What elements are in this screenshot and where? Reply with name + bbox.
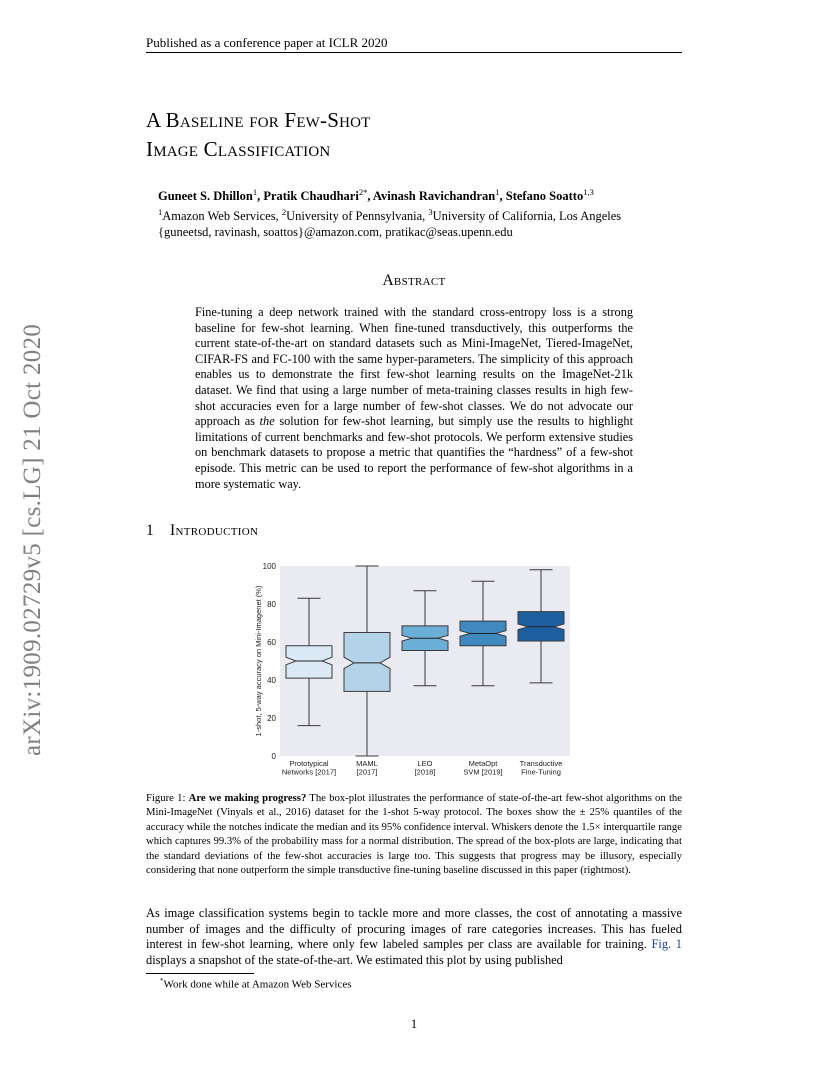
- footnote-rule: [146, 973, 254, 974]
- author-4: Stefano Soatto: [505, 189, 584, 204]
- x-tick-label: Prototypical: [289, 759, 329, 768]
- author-1: Guneet S. Dhillon: [158, 189, 253, 204]
- notched-box: [286, 646, 332, 678]
- aff-3-sup: 3: [428, 207, 433, 218]
- affiliation-1: Amazon Web Services,: [162, 209, 282, 224]
- author-3-sup: 1: [495, 187, 500, 197]
- caption-question: Are we making progress?: [188, 792, 307, 804]
- paper-title: [146, 106, 371, 164]
- page-number: 1: [410, 1017, 418, 1031]
- x-tick-label: MAML: [356, 759, 378, 768]
- author-3: Avinash Ravichandran: [372, 189, 496, 204]
- title-line-2: Image Classification: [146, 137, 331, 161]
- footnote-text: Work done while at Amazon Web Services: [163, 978, 352, 991]
- section-heading: [146, 522, 258, 540]
- y-tick-label: 20: [267, 714, 276, 723]
- footnote: [160, 977, 352, 991]
- intro-paragraph: [146, 906, 682, 968]
- y-tick-label: 100: [262, 562, 276, 571]
- intro-text-1: As image classification systems begin to tackle more and more classes, the cost of annotating a massive number of images and the difficulty of procuring images of rare categories increases. This has fueled interest in few-shot learning, where only few labeled samples per class are available for training.: [146, 906, 682, 952]
- caption-text: The box-plot illustrates the performance of state-of-the-art few-shot algorithms on the Mini-ImageNet (Vinyals et al., 2016) dataset for the 1-shot 5-way protocol. The boxes show the ± 25% quantiles of the accuracy while the notches indicate the median and its 95% confidence interval. Whiskers denote the 1.5× interquartile range which captures 99.3% of the probability mass for a normal distribution. The spread of the box-plots are large, indicating that the standard deviations of the few-shot accuracies is large too. This suggests that progress may be illusory, especially considering that none outperform the simple transductive fine-tuning baseline discussed in this paper (rightmost).: [146, 792, 683, 877]
- aff-2-sup: 2: [281, 207, 287, 218]
- intro-text-2: displays a snapshot of the state-of-the-art. We estimated this plot by using published: [146, 952, 563, 967]
- title-line-1: A Baseline for Few-Shot: [146, 108, 371, 132]
- author-2-sup: 2*: [358, 187, 368, 197]
- abstract-text-1: Fine-tuning a deep network trained with the standard cross-entropy loss is a strong baseline for few-shot learning. When fine-tuned transductively, this outperforms the current state-of-the-art on standard datasets such as Mini-ImageNet, Tiered-ImageNet, CIFAR-FS and FC-100 with the same hyper-parameters. The simplicity of this approach enables us to demonstrate the first few-shot learning results on the ImageNet-21k dataset. We find that using a large number of meta-training classes results in high few-shot accuracies even for a large number of few-shot classes. We do not advocate our approach as: [195, 305, 633, 429]
- author-block: [158, 184, 621, 240]
- y-tick-label: 80: [267, 600, 276, 609]
- abstract-heading: Abstract: [382, 272, 446, 289]
- footnote-mark: *: [160, 977, 164, 985]
- x-tick-label: [2017]: [356, 767, 378, 777]
- box-plot-chart: [250, 558, 580, 783]
- x-tick-label: LEO: [417, 759, 433, 768]
- figure-reference-link[interactable]: Fig. 1: [651, 937, 683, 952]
- affiliation-3: University of California, Los Angeles: [432, 209, 622, 224]
- arxiv-stamp: arXiv:1909.02729v5 [cs.LG] 21 Oct 2020: [19, 323, 46, 756]
- y-tick-label: 0: [271, 752, 276, 761]
- running-header: Published as a conference paper at ICLR 2020: [146, 35, 388, 50]
- author-emails: {guneetsd, ravinash, soattos}@amazon.com, pratikac@seas.upenn.edu: [158, 225, 513, 240]
- abstract-text-2: solution for few-shot learning, but simply use the results to highlight limitations of current benchmarks and few-shot protocols. We perform extensive studies on benchmark datasets to propose a metric that quantifies the “hardness” of a few-shot episode. This metric can be used to report the performance of few-shot algorithms in a more systematic way.: [195, 414, 633, 491]
- affiliations: [158, 204, 621, 224]
- y-tick-label: 60: [267, 638, 276, 647]
- x-tick-label: [2018]: [414, 767, 436, 777]
- y-tick-label: 40: [267, 676, 276, 685]
- section-title: Introduction: [170, 522, 259, 539]
- x-tick-label: SVM [2019]: [463, 767, 503, 777]
- x-tick-label: Fine-Tuning: [521, 767, 561, 777]
- figure-caption: [146, 791, 682, 877]
- author-2: Pratik Chaudhari: [263, 189, 359, 204]
- figure-1: [250, 558, 580, 783]
- header-rule: [146, 52, 682, 53]
- abstract-body: [195, 305, 633, 492]
- affiliation-2: University of Pennsylvania,: [286, 209, 429, 224]
- x-tick-label: Networks [2017]: [281, 767, 337, 777]
- x-tick-label: MetaOpt: [468, 759, 498, 768]
- section-number: 1: [146, 522, 154, 539]
- y-axis-label: 1-shot, 5-way accuracy on Mini-Imagenet (%): [254, 585, 263, 737]
- caption-label: Figure 1:: [146, 792, 189, 804]
- aff-1-sup: 1: [158, 207, 163, 218]
- author-1-sup: 1: [252, 187, 258, 197]
- x-tick-label: Transductive: [519, 759, 563, 768]
- author-4-sup: 1,3: [583, 187, 594, 197]
- author-names: Guneet S. Dhillon$^1$, Pratik Chaudhari$^{2*}$, Avinash Ravichandran$^1$, Stefano Soatto$^{1,3}$: [158, 187, 594, 204]
- abstract-emphasis: the: [259, 414, 275, 429]
